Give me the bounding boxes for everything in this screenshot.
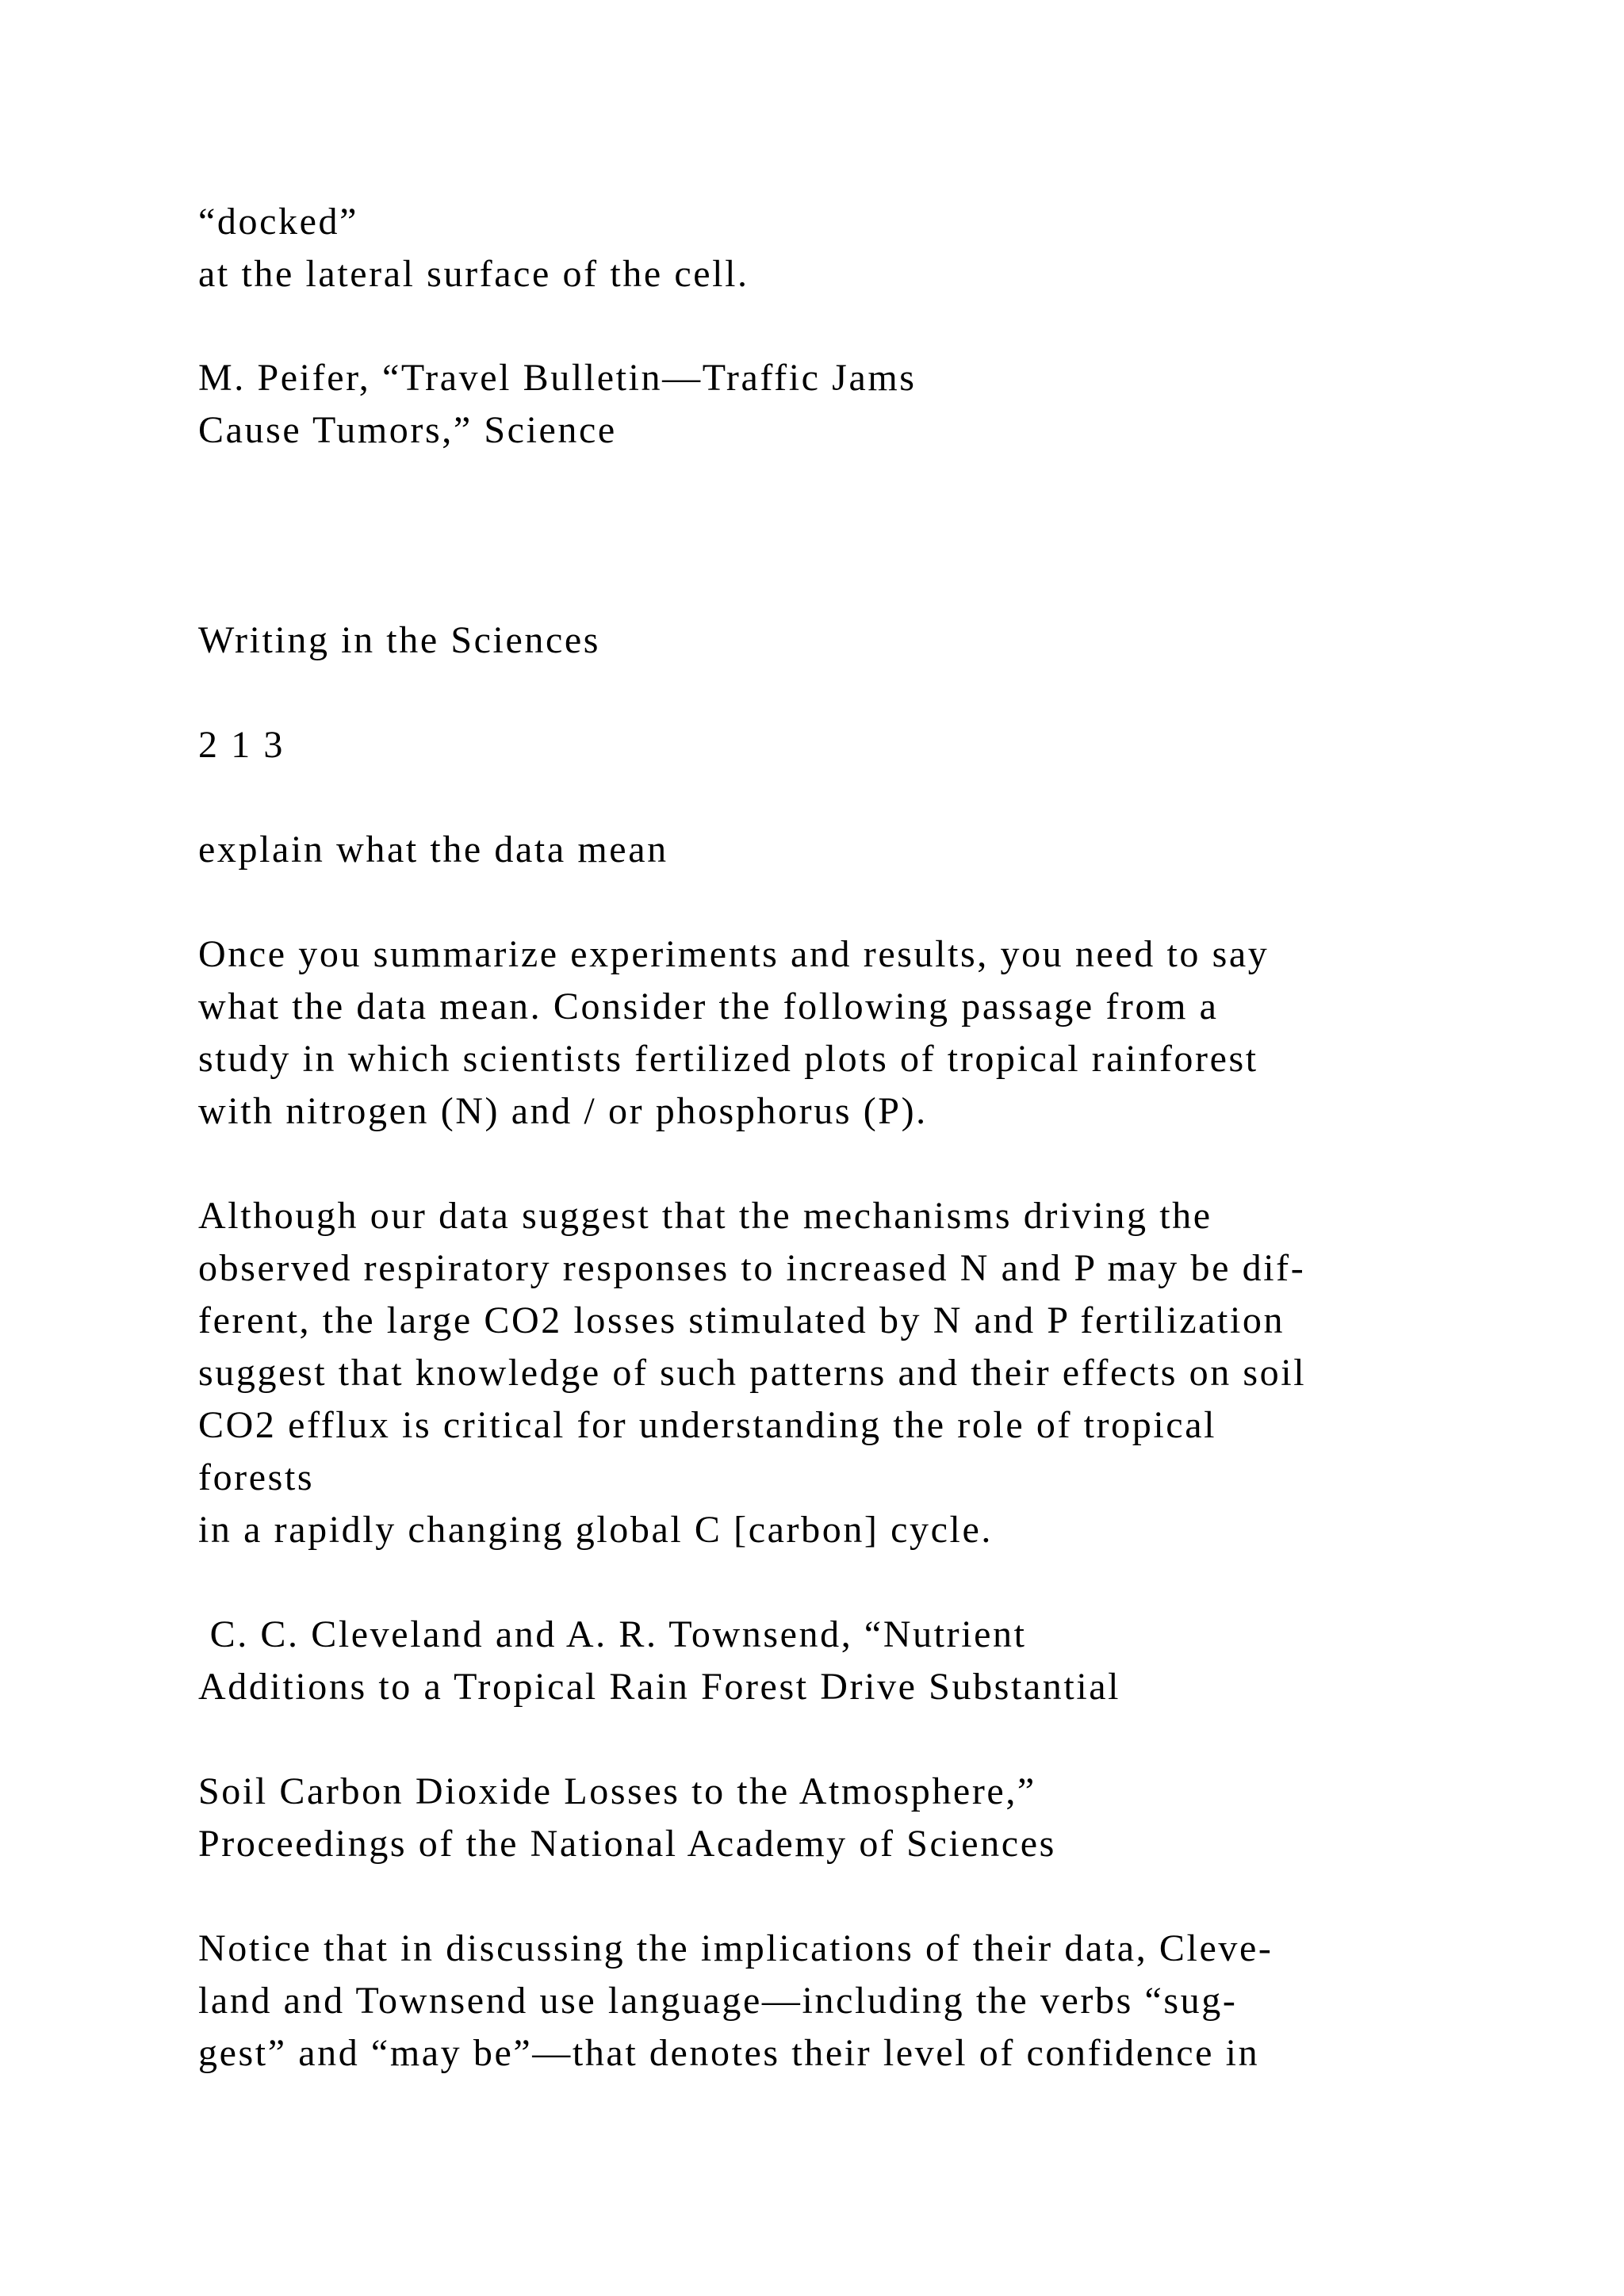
quote-line: CO2 efflux is critical for understanding the role of tropical <box>198 1404 1217 1446</box>
quote-line: forests <box>198 1456 315 1498</box>
quote-line: ferent, the large CO2 losses stimulated by N and P fertilization <box>198 1299 1285 1341</box>
text-line: Notice that in discussing the implications of their data, Cleve- <box>198 1927 1274 1969</box>
quote-line: observed respiratory responses to increased N and P may be dif- <box>198 1247 1306 1289</box>
text-line: “docked” <box>198 201 359 243</box>
text-line: land and Townsend use language—including the verbs “sug- <box>198 1980 1238 2022</box>
quote-line: in a rapidly changing global C [carbon] cycle. <box>198 1509 993 1551</box>
citation-line: C. C. Cleveland and A. R. Townsend, “Nutrient <box>198 1613 1027 1655</box>
quote-line: Although our data suggest that the mechanisms driving the <box>198 1195 1212 1237</box>
text-line: with nitrogen (N) and / or phosphorus (P). <box>198 1090 928 1132</box>
text-line: Once you summarize experiments and results, you need to say <box>198 933 1270 975</box>
text-line: gest” and “may be”—that denotes their level of confidence in <box>198 2032 1260 2074</box>
text-line: at the lateral surface of the cell. <box>198 253 749 295</box>
section-heading: explain what the data mean <box>198 828 668 871</box>
text-line: study in which scientists fertilized plots of tropical rainforest <box>198 1038 1258 1080</box>
running-header: Writing in the Sciences <box>198 619 601 661</box>
citation-line: Cause Tumors,” Science <box>198 409 617 451</box>
citation-line: Soil Carbon Dioxide Losses to the Atmosphere,” <box>198 1770 1036 1812</box>
quote-line: suggest that knowledge of such patterns and their effects on soil <box>198 1352 1307 1394</box>
citation-line: Proceedings of the National Academy of Sciences <box>198 1823 1056 1865</box>
citation-line: Additions to a Tropical Rain Forest Drive Substantial <box>198 1666 1121 1708</box>
citation-line: M. Peifer, “Travel Bulletin—Traffic Jams <box>198 357 917 399</box>
text-line: what the data mean. Consider the following passage from a <box>198 985 1219 1027</box>
page-number: 2 1 3 <box>198 724 285 766</box>
